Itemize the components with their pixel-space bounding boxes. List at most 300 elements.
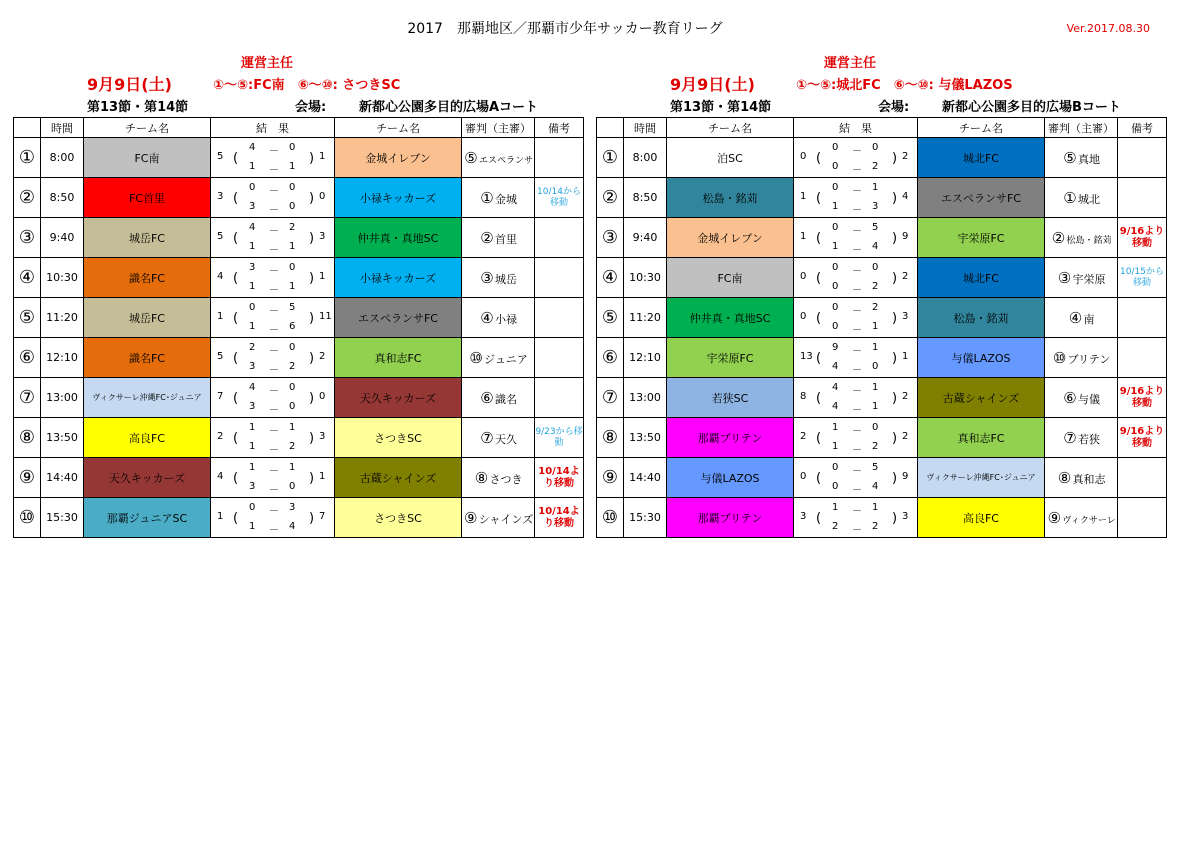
match-number: ⑥: [14, 338, 41, 378]
manager-heading: 運営主任: [241, 56, 294, 71]
referee-cell: [1045, 138, 1118, 178]
home-team: 泊SC: [667, 138, 794, 178]
match-result: [211, 218, 335, 258]
dash: －: [269, 186, 279, 197]
home-team: 天久キッカーズ: [84, 458, 211, 498]
kickoff-time: 8:50: [41, 178, 84, 218]
note: [1118, 498, 1167, 538]
home-second-half: 3: [249, 401, 256, 412]
away-team: 松島・銘苅: [918, 298, 1045, 338]
away-first-half: 3: [289, 502, 296, 513]
close-paren: ): [892, 471, 898, 486]
referee-team: 与儀: [1078, 392, 1100, 406]
home-total-score: 3: [217, 191, 224, 202]
dash: －: [852, 365, 862, 376]
away-total-score: 1: [319, 471, 326, 482]
open-paren: (: [233, 191, 239, 206]
referee-team: ジュニア: [484, 352, 528, 366]
kickoff-time: 15:30: [624, 498, 667, 538]
referee-match-number: ④: [1068, 308, 1083, 327]
away-first-half: 0: [289, 142, 296, 153]
home-total-score: 1: [800, 231, 807, 242]
note: [1118, 178, 1167, 218]
away-team: 宇栄原FC: [918, 218, 1045, 258]
close-paren: ): [892, 511, 898, 526]
home-team: 宇栄原FC: [667, 338, 794, 378]
away-team: 金城イレブン: [335, 138, 462, 178]
away-total-score: 0: [319, 191, 326, 202]
away-team: 真和志FC: [918, 418, 1045, 458]
kickoff-time: 10:30: [41, 258, 84, 298]
away-second-half: 4: [872, 241, 879, 252]
away-total-score: 7: [319, 511, 326, 522]
match-result: [211, 418, 335, 458]
note: [1118, 298, 1167, 338]
close-paren: ): [892, 391, 898, 406]
referee-team: 若狭: [1078, 432, 1100, 446]
away-second-half: 4: [872, 481, 879, 492]
away-total-score: 1: [902, 351, 909, 362]
open-paren: (: [816, 191, 822, 206]
away-team: 天久キッカーズ: [335, 378, 462, 418]
match-row: [597, 338, 1167, 378]
match-number: ⑤: [14, 298, 41, 338]
match-number: ⑦: [597, 378, 624, 418]
home-second-half: 2: [832, 521, 839, 532]
close-paren: ): [892, 311, 898, 326]
header-number: [14, 118, 41, 138]
dash: －: [852, 445, 862, 456]
home-second-half: 0: [832, 481, 839, 492]
home-first-half: 0: [249, 182, 256, 193]
home-total-score: 4: [217, 271, 224, 282]
home-total-score: 0: [800, 271, 807, 282]
referee-cell: [462, 458, 535, 498]
home-first-half: 1: [249, 462, 256, 473]
version-label: Ver.2017.08.30: [1066, 22, 1150, 35]
match-result: [794, 378, 918, 418]
home-first-half: 3: [249, 262, 256, 273]
open-paren: (: [816, 511, 822, 526]
away-team: 与儀LAZOS: [918, 338, 1045, 378]
dash: －: [852, 506, 862, 517]
note: [1118, 338, 1167, 378]
open-paren: (: [816, 311, 822, 326]
note: 10/14から移動: [535, 178, 584, 218]
close-paren: ): [309, 391, 315, 406]
home-first-half: 4: [832, 382, 839, 393]
dash: －: [852, 266, 862, 277]
home-total-score: 1: [217, 511, 224, 522]
match-row: [14, 418, 584, 458]
open-paren: (: [233, 391, 239, 406]
referee-match-number: ⑤: [1063, 148, 1077, 167]
home-total-score: 4: [217, 471, 224, 482]
home-second-half: 3: [249, 481, 256, 492]
open-paren: (: [233, 311, 239, 326]
open-paren: (: [233, 471, 239, 486]
match-result: [794, 458, 918, 498]
home-total-score: 5: [217, 231, 224, 242]
dash: －: [269, 365, 279, 376]
away-total-score: 2: [319, 351, 326, 362]
referee-cell: [1045, 298, 1118, 338]
referee-cell: [1045, 178, 1118, 218]
match-row: [597, 498, 1167, 538]
kickoff-time: 14:40: [41, 458, 84, 498]
dash: －: [852, 386, 862, 397]
dash: －: [269, 226, 279, 237]
match-result: [211, 338, 335, 378]
home-first-half: 0: [832, 462, 839, 473]
note: 9/16より移動: [1118, 378, 1167, 418]
close-paren: ): [892, 351, 898, 366]
home-first-half: 0: [832, 142, 839, 153]
away-team: 小禄キッカーズ: [335, 178, 462, 218]
home-total-score: 3: [800, 511, 807, 522]
home-second-half: 1: [832, 201, 839, 212]
away-team: 高良FC: [918, 498, 1045, 538]
match-result: [794, 338, 918, 378]
referee-team: 真地: [1078, 152, 1100, 166]
dash: －: [852, 285, 862, 296]
dash: －: [852, 205, 862, 216]
match-number: ⑥: [597, 338, 624, 378]
away-first-half: 0: [289, 262, 296, 273]
close-paren: ): [309, 311, 315, 326]
match-result: [794, 218, 918, 258]
venue-label: 会場:: [295, 100, 327, 115]
away-total-score: 3: [902, 511, 909, 522]
home-second-half: 1: [249, 241, 256, 252]
open-paren: (: [233, 431, 239, 446]
open-paren: (: [233, 511, 239, 526]
open-paren: (: [233, 231, 239, 246]
home-first-half: 0: [249, 502, 256, 513]
dash: －: [852, 426, 862, 437]
match-rows: [14, 138, 584, 538]
home-first-half: 1: [249, 422, 256, 433]
dash: －: [852, 485, 862, 496]
open-paren: (: [233, 351, 239, 366]
away-first-half: 0: [289, 342, 296, 353]
kickoff-time: 11:20: [624, 298, 667, 338]
match-number: ①: [597, 138, 624, 178]
away-second-half: 0: [289, 401, 296, 412]
dash: －: [269, 485, 279, 496]
away-second-half: 1: [289, 281, 296, 292]
away-total-score: 3: [319, 231, 326, 242]
match-row: [14, 218, 584, 258]
round-label: 第13節・第14節: [670, 100, 772, 115]
home-total-score: 1: [217, 311, 224, 322]
away-first-half: 0: [872, 142, 879, 153]
home-total-score: 7: [217, 391, 224, 402]
home-team: 識名FC: [84, 338, 211, 378]
home-team: 那覇ブリテン: [667, 498, 794, 538]
referee-cell: [462, 298, 535, 338]
home-first-half: 9: [832, 342, 839, 353]
header-notes: 備考: [1118, 118, 1167, 138]
home-first-half: 4: [249, 382, 256, 393]
away-first-half: 0: [289, 382, 296, 393]
dash: －: [269, 445, 279, 456]
home-total-score: 2: [800, 431, 807, 442]
header-home-team: チーム名: [84, 118, 211, 138]
away-team: 城北FC: [918, 138, 1045, 178]
away-first-half: 1: [289, 422, 296, 433]
dash: －: [852, 306, 862, 317]
away-second-half: 2: [872, 161, 879, 172]
match-row: [14, 498, 584, 538]
referee-team: 真和志: [1072, 472, 1106, 486]
referee-team: ブリテン: [1067, 352, 1111, 366]
match-row: [597, 418, 1167, 458]
home-total-score: 5: [217, 151, 224, 162]
home-team: 金城イレブン: [667, 218, 794, 258]
kickoff-time: 13:00: [41, 378, 84, 418]
match-number: ④: [14, 258, 41, 298]
dash: －: [269, 245, 279, 256]
away-team: さつきSC: [335, 418, 462, 458]
home-total-score: 0: [800, 471, 807, 482]
home-second-half: 1: [249, 441, 256, 452]
referee-team: 城岳: [495, 272, 517, 286]
dash: －: [269, 405, 279, 416]
away-team: 古蔵シャインズ: [335, 458, 462, 498]
match-number: ②: [14, 178, 41, 218]
match-date: 9月9日(土): [670, 75, 755, 94]
match-row: [14, 338, 584, 378]
referee-match-number: ②: [1051, 228, 1066, 247]
match-row: [597, 218, 1167, 258]
away-total-score: 4: [902, 191, 909, 202]
venue-name: 新都心公園多目的広場Bコート: [942, 100, 1121, 115]
home-team: ヴィクサーレ沖縄FC･ジュニア: [84, 378, 211, 418]
header-number: [597, 118, 624, 138]
away-first-half: 5: [872, 462, 879, 473]
venue-label: 会場:: [878, 100, 910, 115]
close-paren: ): [309, 271, 315, 286]
referee-team: 小禄: [495, 312, 517, 326]
referee-team: さつき: [489, 472, 523, 486]
referee-cell: [1045, 218, 1118, 258]
referee-match-number: ④: [480, 308, 494, 327]
match-result: [211, 498, 335, 538]
away-first-half: 0: [872, 262, 879, 273]
manager-assignment: ①～⑤:FC南 ⑥～⑩: さつきSC: [213, 78, 401, 93]
match-row: [14, 378, 584, 418]
match-result: [211, 258, 335, 298]
referee-match-number: ①: [480, 188, 494, 207]
referee-match-number: ⑦: [480, 428, 494, 447]
close-paren: ): [892, 271, 898, 286]
home-second-half: 1: [249, 161, 256, 172]
home-first-half: 0: [832, 262, 839, 273]
header-notes: 備考: [535, 118, 584, 138]
referee-team: 城北: [1078, 192, 1100, 206]
home-first-half: 2: [249, 342, 256, 353]
dash: －: [269, 205, 279, 216]
referee-cell: [462, 218, 535, 258]
open-paren: (: [233, 271, 239, 286]
match-number: ⑩: [597, 498, 624, 538]
home-team: 城岳FC: [84, 218, 211, 258]
header-result: 結 果: [794, 118, 918, 138]
note: [1118, 138, 1167, 178]
home-team: 識名FC: [84, 258, 211, 298]
close-paren: ): [892, 231, 898, 246]
home-second-half: 4: [832, 401, 839, 412]
note: 10/14より移動: [535, 458, 584, 498]
away-first-half: 1: [289, 462, 296, 473]
home-total-score: 13: [800, 351, 813, 362]
note: 9/16より移動: [1118, 218, 1167, 258]
close-paren: ): [309, 151, 315, 166]
away-second-half: 2: [289, 361, 296, 372]
manager-heading: 運営主任: [824, 56, 877, 71]
dash: －: [269, 146, 279, 157]
match-number: ②: [597, 178, 624, 218]
match-row: [14, 138, 584, 178]
away-second-half: 6: [289, 321, 296, 332]
match-row: [597, 458, 1167, 498]
dash: －: [852, 226, 862, 237]
match-row: [597, 378, 1167, 418]
match-number: ⑩: [14, 498, 41, 538]
note: [535, 338, 584, 378]
match-result: [794, 418, 918, 458]
away-first-half: 1: [872, 382, 879, 393]
header-away-team: チーム名: [335, 118, 462, 138]
away-second-half: 0: [289, 201, 296, 212]
home-total-score: 1: [800, 191, 807, 202]
open-paren: (: [816, 351, 822, 366]
home-team: 那覇ジュニアSC: [84, 498, 211, 538]
referee-team: エスペランサ: [478, 155, 533, 166]
dash: －: [269, 306, 279, 317]
match-result: [794, 498, 918, 538]
open-paren: (: [233, 151, 239, 166]
referee-match-number: ⑧: [1057, 468, 1072, 487]
match-number: ③: [14, 218, 41, 258]
away-first-half: 1: [872, 502, 879, 513]
home-first-half: 0: [832, 182, 839, 193]
dash: －: [852, 165, 862, 176]
away-team: ヴィクサーレ沖縄FC･ジュニア: [918, 458, 1045, 498]
note: 9/16より移動: [1118, 418, 1167, 458]
header-away-team: チーム名: [918, 118, 1045, 138]
away-second-half: 1: [872, 401, 879, 412]
away-second-half: 2: [289, 441, 296, 452]
match-result: [211, 298, 335, 338]
note: [535, 258, 584, 298]
referee-cell: [462, 378, 535, 418]
home-total-score: 2: [217, 431, 224, 442]
match-number: ⑨: [597, 458, 624, 498]
match-row: [14, 178, 584, 218]
header-referee: 審判（主審）: [462, 118, 535, 138]
home-team: 城岳FC: [84, 298, 211, 338]
manager-assignment: ①～⑤:城北FC ⑥～⑩: 与儀LAZOS: [796, 78, 1013, 93]
away-team: 古蔵シャインズ: [918, 378, 1045, 418]
referee-team: 識名: [495, 392, 517, 406]
header-row: [597, 118, 1167, 138]
home-team: 那覇ブリテン: [667, 418, 794, 458]
open-paren: (: [816, 231, 822, 246]
match-row: [597, 178, 1167, 218]
note: [535, 298, 584, 338]
away-first-half: 1: [872, 342, 879, 353]
home-second-half: 0: [832, 281, 839, 292]
home-team: 若狭SC: [667, 378, 794, 418]
kickoff-time: 10:30: [624, 258, 667, 298]
match-date: 9月9日(土): [87, 75, 172, 94]
home-first-half: 1: [832, 422, 839, 433]
home-team: 松島・銘苅: [667, 178, 794, 218]
match-rows: [597, 138, 1167, 538]
open-paren: (: [816, 471, 822, 486]
referee-match-number: ⑤: [464, 148, 478, 167]
dash: －: [269, 386, 279, 397]
referee-team: 宇栄原: [1072, 272, 1106, 286]
home-second-half: 3: [249, 201, 256, 212]
referee-match-number: ③: [480, 268, 494, 287]
away-first-half: 0: [872, 422, 879, 433]
home-team: FC南: [667, 258, 794, 298]
match-number: ⑧: [597, 418, 624, 458]
dash: －: [852, 405, 862, 416]
kickoff-time: 8:50: [624, 178, 667, 218]
referee-team: シャインズ: [478, 512, 534, 526]
venue-name: 新都心公園多目的広場Aコート: [359, 100, 539, 115]
document-title: 2017 那覇地区／那覇市少年サッカー教育リーグ: [407, 21, 723, 37]
away-total-score: 9: [902, 471, 909, 482]
home-team: 高良FC: [84, 418, 211, 458]
schedule-table: [596, 117, 1167, 538]
dash: －: [852, 466, 862, 477]
schedule-table: [13, 117, 584, 538]
home-team: FC南: [84, 138, 211, 178]
home-second-half: 1: [249, 281, 256, 292]
home-total-score: 8: [800, 391, 807, 402]
away-team: 城北FC: [918, 258, 1045, 298]
open-paren: (: [816, 431, 822, 446]
dash: －: [269, 426, 279, 437]
referee-cell: [462, 498, 535, 538]
referee-cell: [1045, 458, 1118, 498]
away-team: 仲井真・真地SC: [335, 218, 462, 258]
note: 10/15から移動: [1118, 258, 1167, 298]
away-first-half: 1: [872, 182, 879, 193]
away-second-half: 2: [872, 281, 879, 292]
away-total-score: 11: [319, 311, 332, 322]
away-second-half: 0: [872, 361, 879, 372]
close-paren: ): [892, 191, 898, 206]
open-paren: (: [816, 271, 822, 286]
referee-cell: [1045, 378, 1118, 418]
dash: －: [852, 146, 862, 157]
home-first-half: 1: [832, 502, 839, 513]
header-row: [14, 118, 584, 138]
away-second-half: 1: [289, 161, 296, 172]
header-referee: 審判（主審）: [1045, 118, 1118, 138]
header-home-team: チーム名: [667, 118, 794, 138]
referee-match-number: ①: [1063, 188, 1077, 207]
kickoff-time: 12:10: [41, 338, 84, 378]
away-total-score: 2: [902, 151, 909, 162]
kickoff-time: 14:40: [624, 458, 667, 498]
